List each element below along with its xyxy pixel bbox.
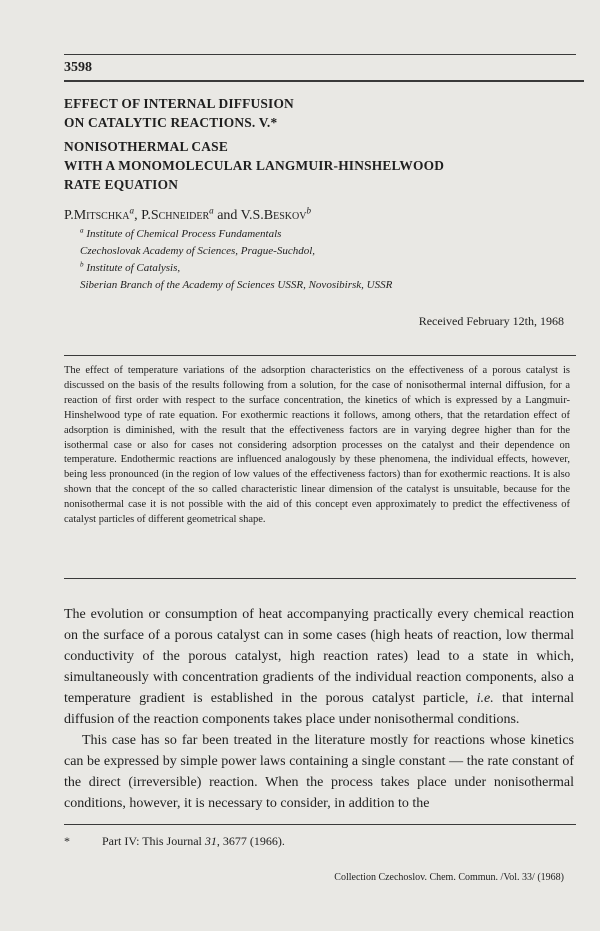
body-text (64, 604, 574, 814)
page-number: 3598 (64, 60, 92, 75)
subtitle-line-1: NONISOTHERMAL CASE (64, 139, 228, 154)
affiliation-b-line-2: Siberian Branch of the Academy of Sciences USSR, Novosibirsk, USSR (80, 279, 393, 291)
abstract-top-rule (64, 355, 576, 356)
author-list: P.Mitschka$^a$, P.Schneider$^a$ and V.S.Beskov$^b$ (64, 205, 311, 223)
footnote: * Part IV: This Journal 31, 3677 (1966). (64, 834, 285, 848)
affiliation-a-line-1: $^a$ Institute of Chemical Process Fundamentals (80, 226, 282, 240)
subtitle-line-2: WITH A MONOMOLECULAR LANGMUIR-HINSHELWOOD (64, 158, 445, 173)
body-paragraph-1: The evolution or consumption of heat accompanying practically every chemical reaction on the surface of a porous catalyst can in some cases (high heats of reaction, low thermal conductivity of the porous catalyst, high reaction rates) lead to a state in which, simultaneously with concentration gradients of the individual reaction components, also a temperature gradient is established in the porous catalyst particle, i.e. that internal diffusion of the reaction components takes place under nonisothermal conditions. (64, 607, 574, 727)
received-date: Received February 12th, 1968 (418, 314, 564, 328)
abstract: The effect of temperature variations of the adsorption characteristics on the effectiveness of a porous catalyst is discussed on the basis of the results following from a solution, for the case of nonisothermal internal diffusion, for a reaction of first order with respect to the surface concentration, the kinetics of which is expressed by a Langmuir-Hinshelwood type of rate equation. For exothermic reactions it follows, among others, that the retardation effect of adsorption is diminished, with the result that the effectiveness factors are in varying degree higher than for the isothermal case or also for cases not considering adsorption processes on the catalyst and their dependence on temperature. Endothermic reactions are influenced analogously by these phenomena, the individual effects, however, being less pronounced (in the region of low values of the effectiveness factors) than for exothermic reactions. It is also shown that the concept of the so called characteristic linear dimension of the catalyst is unsuitable, because for the nonisothermal case it is not possible with the aid of this concept even approximately to predict the effectiveness of catalyst particles of different geometrical shape. (64, 365, 570, 526)
affiliation-a-line-2: Czechoslovak Academy of Sciences, Prague-Suchdol, (80, 245, 316, 257)
abstract-bottom-rule (64, 578, 576, 579)
journal-reference: Collection Czechoslov. Chem. Commun. /Vol. 33/ (1968) (334, 872, 564, 883)
header-rule (64, 80, 584, 82)
author-1: Mitschka (73, 208, 130, 223)
title-line-2: ON CATALYTIC REACTIONS. V.* (64, 115, 278, 130)
author-3: Beskov (263, 208, 307, 223)
affiliation-b-line-1: $^b$ Institute of Catalysis, (80, 260, 181, 274)
author-2: Schneider (150, 208, 210, 223)
body-paragraph-2: This case has so far been treated in the literature mostly for reactions whose kinetics can be expressed by simple power laws containing a single constant — the rate constant of the direct (irreversible) reaction. When the process takes place under nonisothermal conditions, however, it is necessary to consider, in addition to the (64, 733, 574, 811)
title-line-1: EFFECT OF INTERNAL DIFFUSION (64, 96, 294, 111)
footnote-rule (64, 824, 576, 825)
subtitle-line-3: RATE EQUATION (64, 177, 179, 192)
top-thin-rule (64, 54, 576, 55)
